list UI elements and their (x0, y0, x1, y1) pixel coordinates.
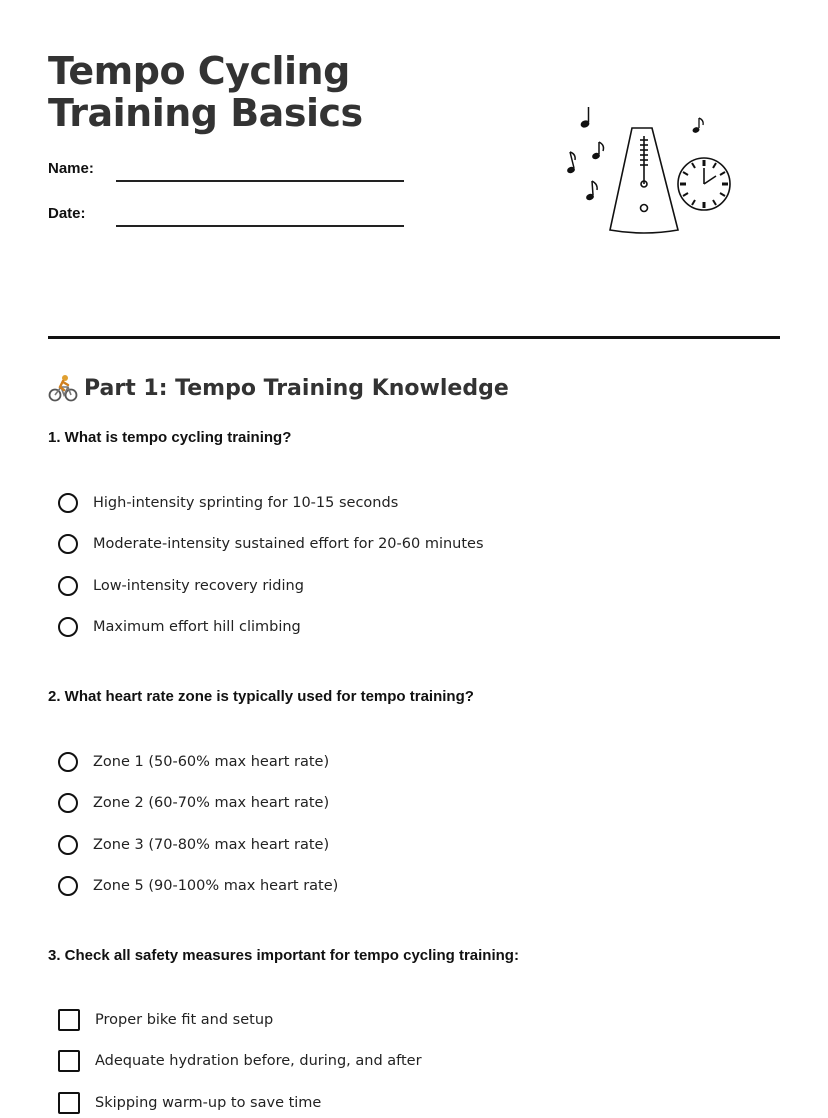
option-label: Zone 5 (90-100% max heart rate) (93, 878, 339, 894)
q2-option-b[interactable] (58, 790, 329, 816)
section-title-text: Part 1: Tempo Training Knowledge (84, 375, 509, 401)
q3-option-a[interactable] (58, 1007, 273, 1033)
option-label: Zone 3 (70-80% max heart rate) (93, 837, 330, 853)
checkbox[interactable] (58, 1050, 80, 1072)
radio-button[interactable] (58, 576, 78, 596)
q2-option-a[interactable] (58, 749, 329, 775)
radio-button[interactable] (58, 617, 78, 637)
section-divider (48, 336, 780, 339)
q1-option-d[interactable] (58, 614, 301, 640)
option-label: Adequate hydration before, during, and after (95, 1053, 422, 1069)
page-title: Tempo Cycling Training Basics (48, 49, 363, 135)
option-label: Maximum effort hill climbing (93, 619, 301, 635)
option-label: Low-intensity recovery riding (93, 578, 304, 594)
cyclist-icon (48, 374, 78, 402)
q2-option-c[interactable] (58, 832, 329, 858)
option-label: Zone 1 (50-60% max heart rate) (93, 754, 330, 770)
date-field-row (48, 205, 408, 235)
name-field[interactable] (116, 180, 404, 182)
date-label: Date: (48, 205, 86, 222)
clock-icon (678, 158, 730, 210)
radio-button[interactable] (58, 534, 78, 554)
question-1: 1. What is tempo cycling training? (48, 429, 292, 446)
option-label: Moderate-intensity sustained effort for 20-60 minutes (93, 536, 484, 552)
metronome-icon (610, 128, 678, 233)
q3-option-b[interactable] (58, 1048, 422, 1074)
radio-button[interactable] (58, 493, 78, 513)
option-label: Zone 2 (60-70% max heart rate) (93, 795, 330, 811)
radio-button[interactable] (58, 835, 78, 855)
question-3: 3. Check all safety measures important for tempo cycling training: (48, 947, 519, 964)
section-title (48, 374, 509, 402)
radio-button[interactable] (58, 793, 78, 813)
music-note-icon (567, 107, 703, 201)
q1-option-c[interactable] (58, 573, 304, 599)
date-field[interactable] (116, 225, 404, 227)
q2-option-d[interactable] (58, 873, 338, 899)
question-2: 2. What heart rate zone is typically used for tempo training? (48, 688, 474, 705)
radio-button[interactable] (58, 752, 78, 772)
q3-option-c[interactable] (58, 1090, 321, 1116)
name-label: Name: (48, 160, 94, 177)
metronome-illustration (560, 100, 740, 240)
option-label: High-intensity sprinting for 10-15 seconds (93, 495, 399, 511)
name-field-row (48, 160, 408, 190)
q1-option-b[interactable] (58, 531, 484, 557)
option-label: Skipping warm-up to save time (95, 1095, 322, 1111)
q1-option-a[interactable] (58, 490, 398, 516)
radio-button[interactable] (58, 876, 78, 896)
checkbox[interactable] (58, 1092, 80, 1114)
option-label: Proper bike fit and setup (95, 1012, 274, 1028)
checkbox[interactable] (58, 1009, 80, 1031)
